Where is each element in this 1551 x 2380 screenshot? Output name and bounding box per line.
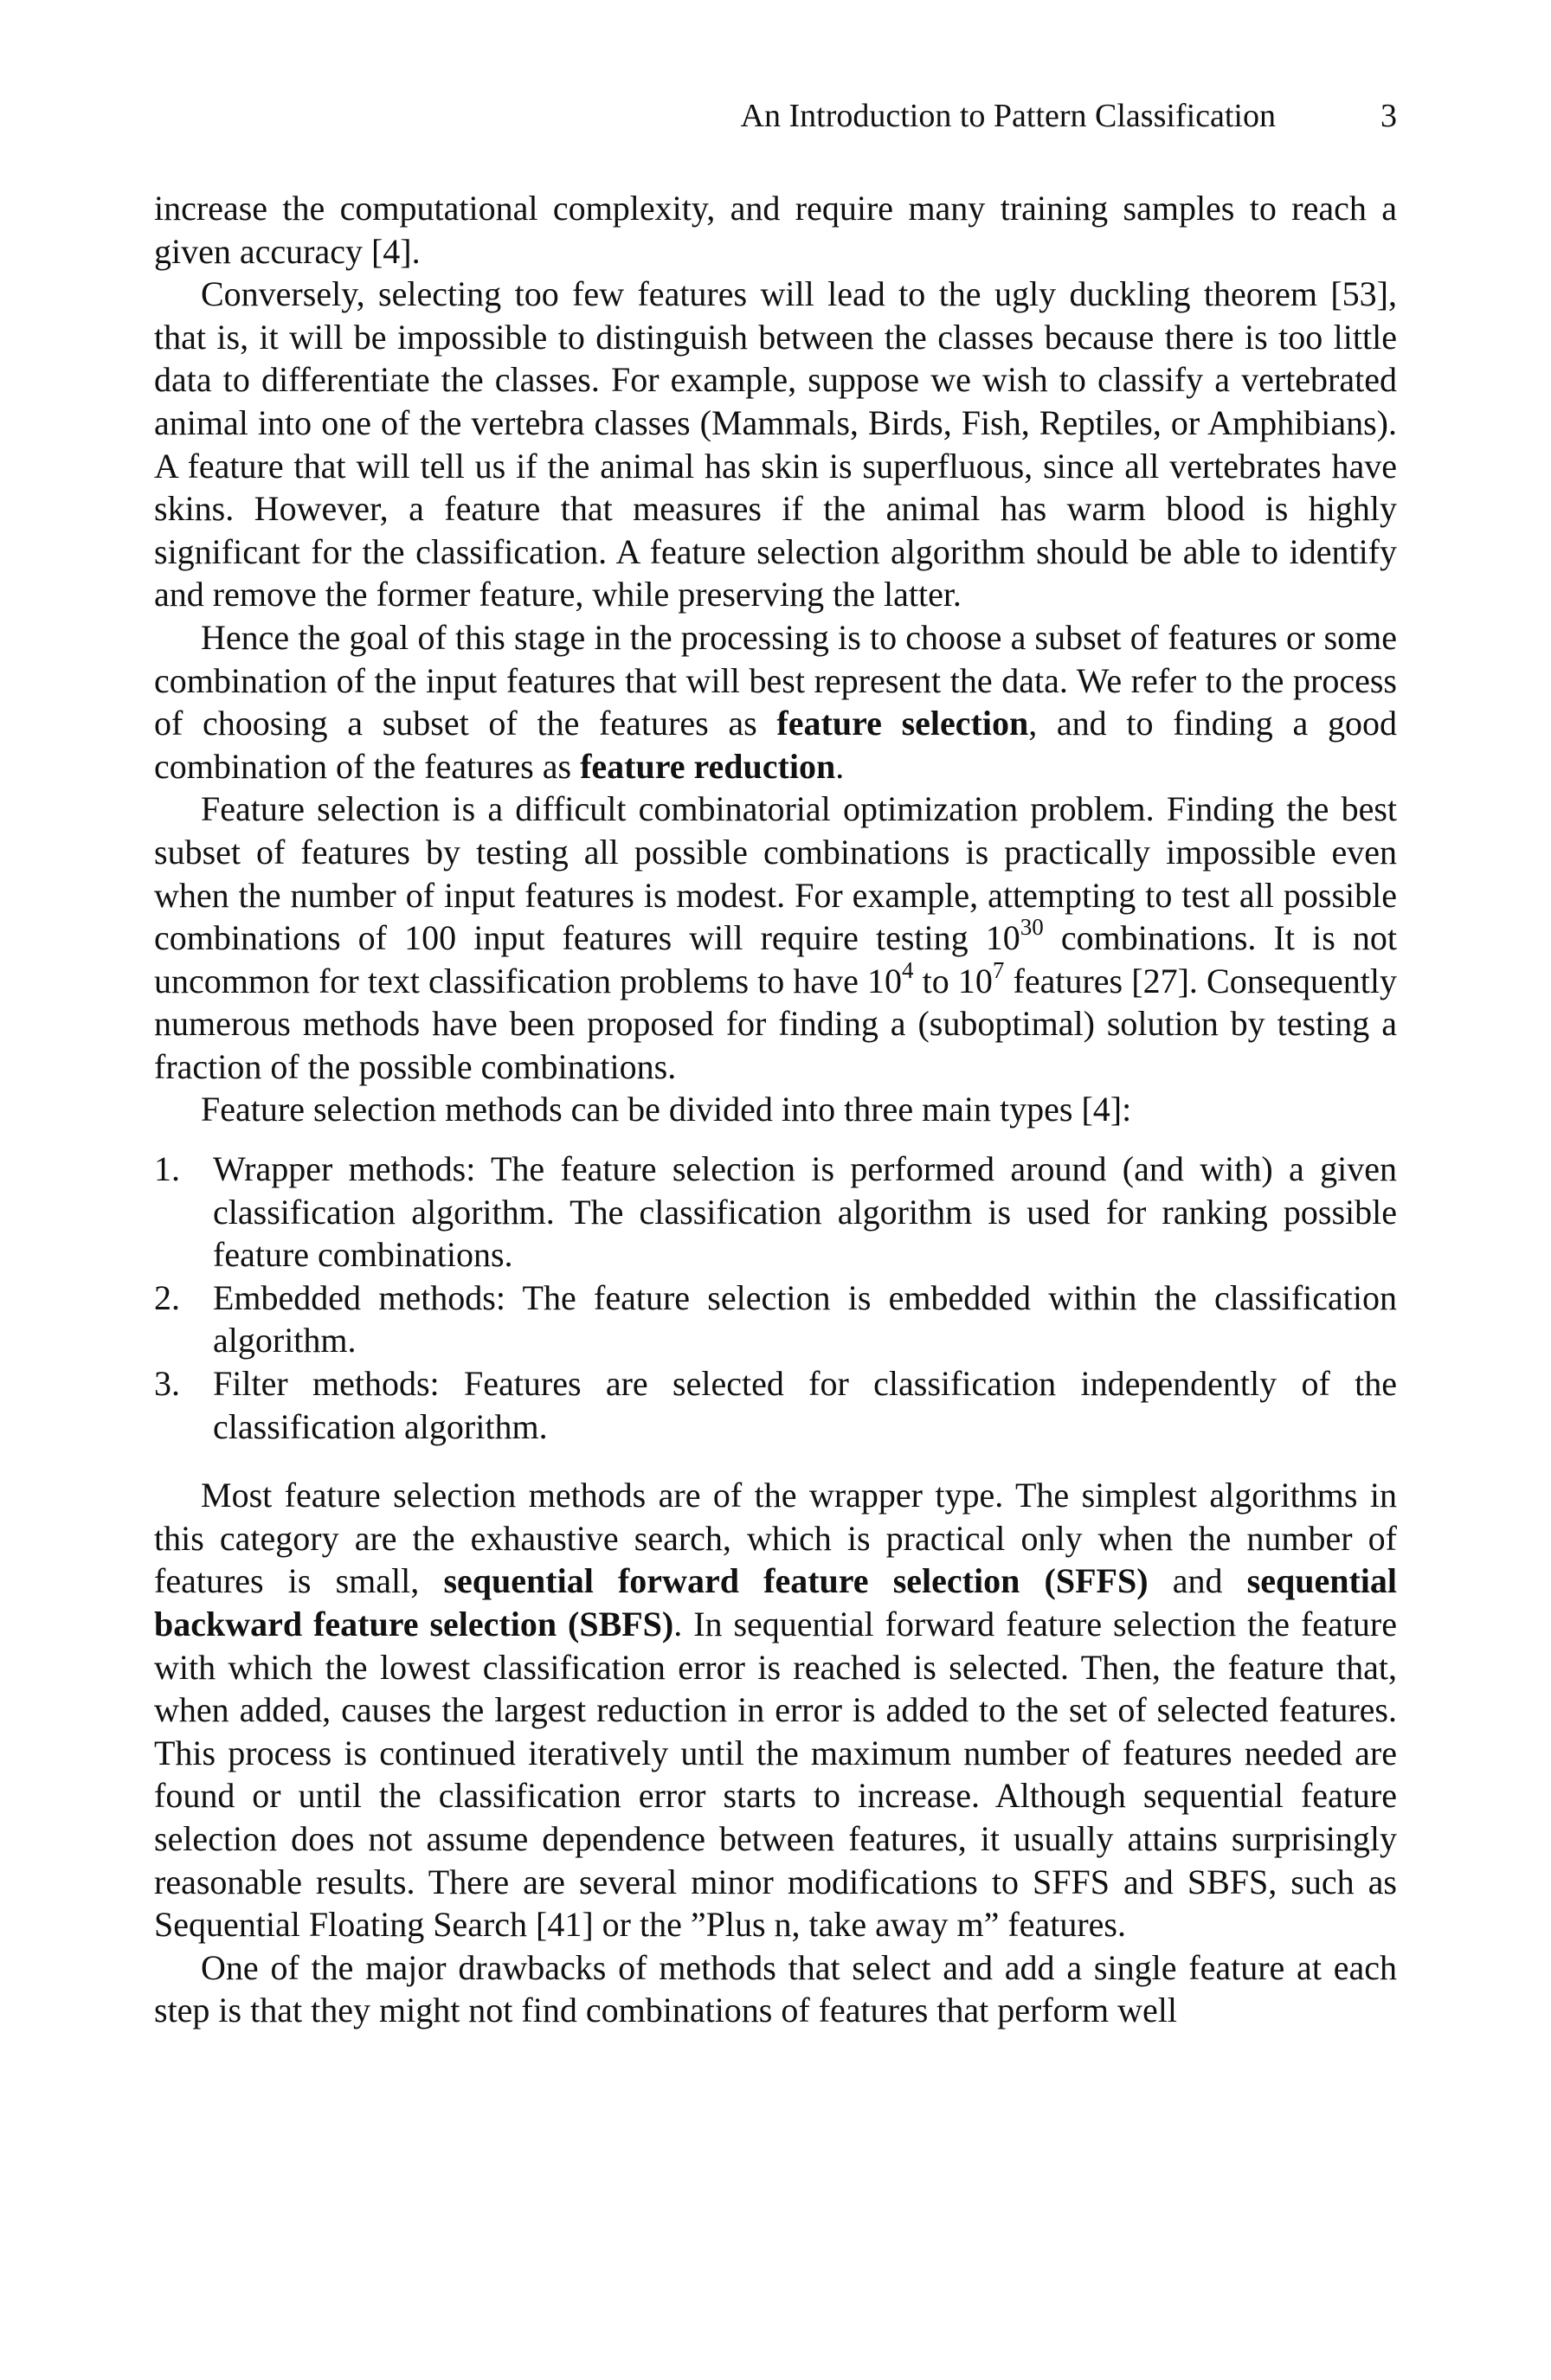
paragraph — [154, 616, 1397, 788]
list-number: 2. — [154, 1277, 180, 1317]
list-number: 1. — [154, 1149, 180, 1189]
text: and — [1148, 1561, 1247, 1601]
list-item — [154, 1148, 1397, 1277]
bold-term: sequential backward feature selection (SBFS) — [154, 1561, 1397, 1643]
text: features [27]. Consequently numerous methods have been proposed for finding a (suboptimal) solution by testing a fraction of the possible combinations. — [154, 961, 1397, 1086]
text: to 10 — [913, 961, 993, 1000]
text: . In sequential forward feature selection the feature with which the lowest classification error is reached is selected. Then, the feature that, when added, causes the largest reduction in error is added to the set of selected features. This process is continued iteratively until the maximum number of features needed are found or until the classification error starts to increase. Although sequential feature selection does not assume dependence between features, it usually attains surprisingly reasonable results. There are several minor modifications to SFFS and SBFS, such as Sequential Floating Search [41] or the ”Plus n, take away m” features. — [154, 1605, 1397, 1945]
list-text: Wrapper methods: The feature selection is performed around (and with) a given classification algorithm. The classification algorithm is used for ranking possible feature combinations. — [213, 1149, 1397, 1275]
paragraph: One of the major drawbacks of methods that select and add a single feature at each step is that they might not find combinations of features that perform well — [154, 1947, 1397, 2030]
list-item — [154, 1277, 1397, 1362]
list-number: 3. — [154, 1364, 180, 1404]
paragraph: Conversely, selecting too few features will lead to the ugly duckling theorem [53], that is, it will be impossible to distinguish between the classes because there is too little data to differentiate the classes. For example, suppose we wish to classify a vertebrated animal into one of the vertebra classes (Mammals, Birds, Fish, Reptiles, or Amphibians). A feature that will tell us if the animal has skin is superfluous, since all vertebrates have skins. However, a feature that measures if the animal has warm blood is highly significant for the classification. A feature selection algorithm should be able to identify and remove the former feature, while preserving the latter. — [154, 274, 1397, 614]
superscript: 7 — [992, 956, 1005, 983]
page-body — [154, 187, 1397, 2032]
text: combinations. It is not uncommon for text classification problems to have 10 — [154, 918, 1397, 1000]
page-number: 3 — [1380, 98, 1397, 134]
text: Feature selection is a difficult combinatorial optimization problem. Finding the best subset of features by testing all possible combinations is practically impossible even when the number of input features is modest. For example, attempting to test all possible combinations of 100 input features will require testing 10 — [154, 789, 1397, 958]
text: . — [835, 746, 845, 786]
paragraph: increase the computational complexity, and require many training samples to reach a given accuracy [4]. — [154, 189, 1397, 271]
list-item — [154, 1362, 1397, 1448]
superscript: 30 — [1020, 914, 1044, 941]
superscript: 4 — [902, 956, 914, 983]
bold-term: feature selection — [776, 704, 1029, 743]
bold-term: sequential forward feature selection (SFFS) — [443, 1561, 1149, 1601]
list-text: Filter methods: Features are selected for classification independently of the classification algorithm. — [213, 1364, 1397, 1446]
running-title: An Introduction to Pattern Classification — [740, 98, 1276, 134]
paragraph — [154, 1474, 1397, 1946]
paragraph — [154, 788, 1397, 1088]
method-types-list — [154, 1148, 1397, 1448]
text: Hence the goal of this stage in the processing is to choose a subset of features or some combination of the input features that will best represent the data. We refer to the process of choosing a subset of the features as — [154, 617, 1397, 743]
bold-term: feature reduction — [580, 746, 836, 786]
paragraph: Feature selection methods can be divided into three main types [4]: — [201, 1090, 1132, 1129]
text: Most feature selection methods are of the wrapper type. The simplest algorithms in this category are the exhaustive search, which is practical only when the number of features is small, — [154, 1476, 1397, 1601]
list-text: Embedded methods: The feature selection is embedded within the classification algorithm. — [213, 1277, 1397, 1360]
text: , and to finding a good combination of the features as — [154, 704, 1398, 786]
page-header — [154, 97, 1397, 140]
